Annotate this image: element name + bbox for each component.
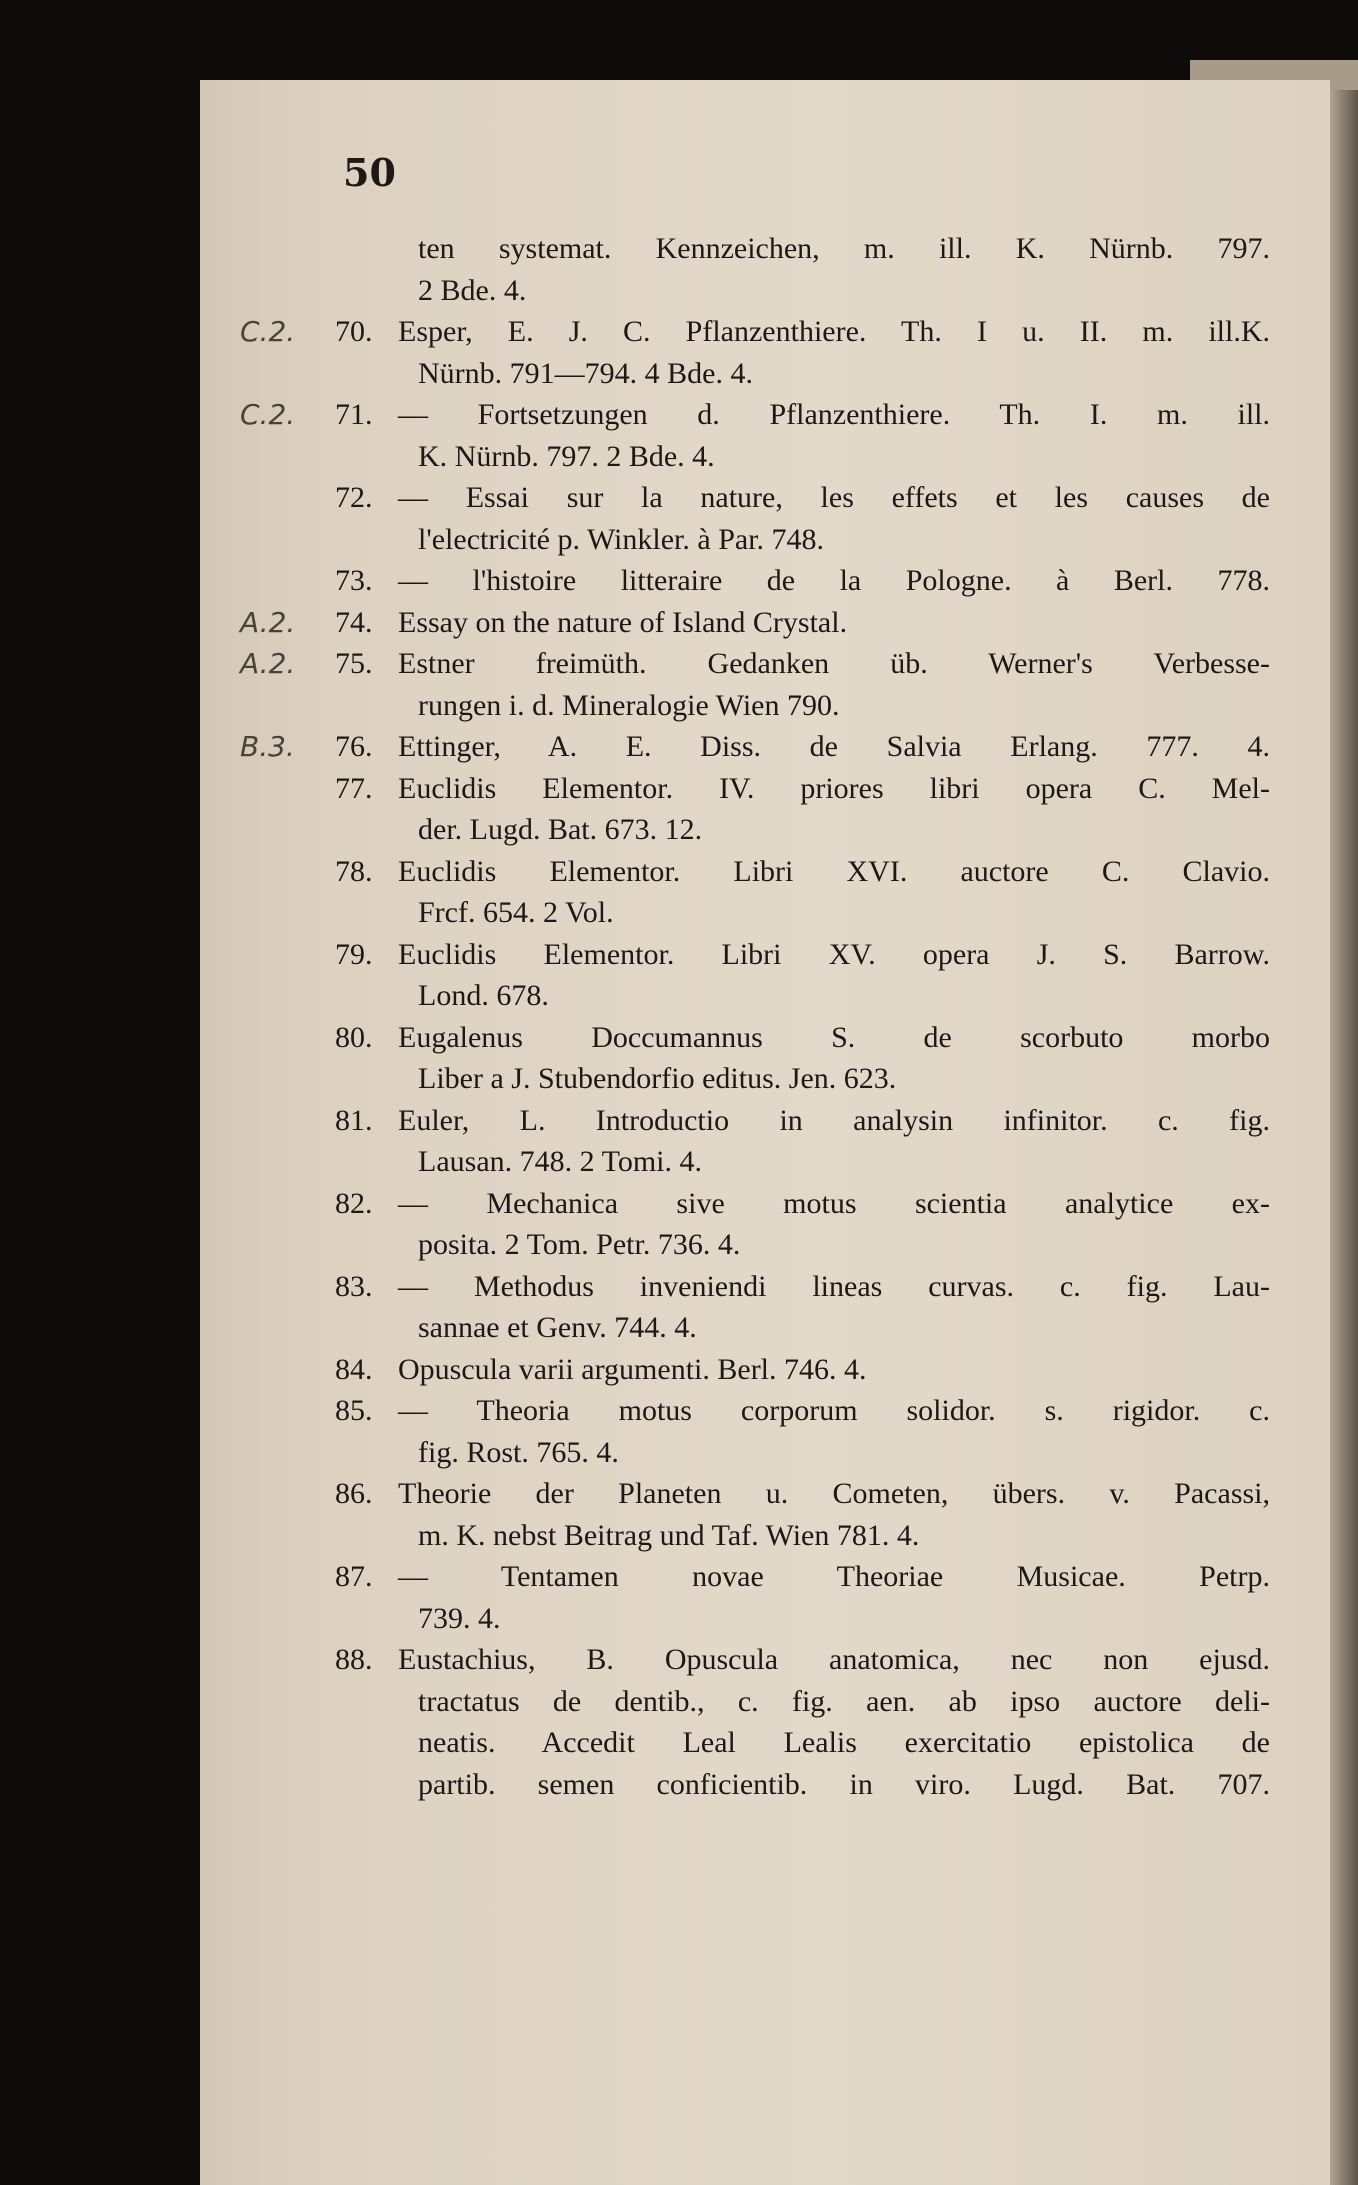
catalog-line <box>240 1270 1270 1312</box>
handwritten-mark: A.2. <box>240 605 296 639</box>
entry-number: 73. <box>335 564 373 597</box>
entry-text: K. Nürnb. 797. 2 Bde. 4. <box>418 439 715 473</box>
entry-number: 85. <box>335 1394 373 1427</box>
entry-text: Euclidis Elementor. Libri XV. opera J. S. Barrow. <box>398 937 1270 971</box>
entry-number: 71. <box>335 398 373 431</box>
entry-number: 83. <box>335 1269 373 1303</box>
entry-text: Ettinger, A. E. Diss. de Salvia Erlang. 777. 4. <box>398 730 1270 763</box>
entry-text: — Mechanica sive motus scientia analytice ex- <box>398 1186 1270 1220</box>
entry-text: tractatus de dentib., c. fig. aen. ab ipso auctore deli- <box>418 1684 1270 1718</box>
entry-number: 82. <box>335 1186 373 1220</box>
entry-number: 87. <box>335 1560 373 1593</box>
entry-text: Frcf. 654. 2 Vol. <box>418 896 614 929</box>
catalog-line <box>240 938 1270 980</box>
entry-number: 72. <box>335 481 373 514</box>
catalog-line <box>240 1187 1270 1229</box>
entry-text: Lond. 678. <box>418 979 549 1012</box>
catalog-line <box>240 440 1270 482</box>
entry-text: posita. 2 Tom. Petr. 736. 4. <box>418 1228 741 1261</box>
catalog-line <box>240 1228 1270 1270</box>
catalog-line <box>240 1726 1270 1768</box>
catalog-line <box>240 813 1270 855</box>
entry-text: Euclidis Elementor. IV. priores libri opera C. Mel- <box>398 771 1270 805</box>
catalog-line <box>240 481 1270 523</box>
handwritten-mark: C.2. <box>240 315 296 348</box>
next-page-edge <box>1328 60 1358 2185</box>
catalog-line <box>240 398 1270 440</box>
entry-text: m. K. nebst Beitrag und Taf. Wien 781. 4. <box>418 1518 920 1552</box>
entry-number: 74. <box>335 605 373 639</box>
entry-text: Essay on the nature of Island Crystal. <box>398 605 848 639</box>
entry-text: der. Lugd. Bat. 673. 12. <box>418 813 703 846</box>
entry-text: Theorie der Planeten u. Cometen, übers. v. Pacassi, <box>398 1477 1270 1510</box>
catalog-line <box>240 689 1270 731</box>
catalog-line <box>240 315 1270 357</box>
entry-number: 84. <box>335 1352 373 1386</box>
entry-text: rungen i. d. Mineralogie Wien 790. <box>418 688 840 722</box>
catalog-line <box>240 1062 1270 1104</box>
catalog-line <box>240 1311 1270 1353</box>
catalog-line <box>240 274 1270 316</box>
entry-text: Eugalenus Doccumannus S. de scorbuto morbo <box>398 1020 1270 1054</box>
entry-number: 75. <box>335 647 373 680</box>
entry-text: — Tentamen novae Theoriae Musicae. Petrp. <box>398 1560 1270 1593</box>
entry-text: Euclidis Elementor. Libri XVI. auctore C. Clavio. <box>398 854 1270 888</box>
entry-number: 80. <box>335 1020 373 1054</box>
entry-number: 86. <box>335 1477 373 1510</box>
catalog-line <box>240 1685 1270 1727</box>
entry-text: 739. 4. <box>418 1601 501 1635</box>
entry-text: Nürnb. 791—794. 4 Bde. 4. <box>418 356 753 390</box>
catalog-line <box>240 523 1270 565</box>
catalog-line <box>240 647 1270 689</box>
catalog-line <box>240 357 1270 399</box>
entry-text: — Essai sur la nature, les effets et les causes de <box>398 481 1270 514</box>
catalog-line <box>240 1602 1270 1644</box>
catalog-line <box>240 1353 1270 1395</box>
entry-text: — l'histoire litteraire de la Pologne. à Berl. 778. <box>398 564 1270 597</box>
entry-number: 77. <box>335 771 373 805</box>
entry-text: Eustachius, B. Opuscula anatomica, nec non ejusd. <box>398 1643 1270 1676</box>
catalog-line <box>240 1021 1270 1063</box>
entry-text: — Fortsetzungen d. Pflanzenthiere. Th. I. m. ill. <box>398 398 1270 431</box>
catalog-line <box>240 1560 1270 1602</box>
entry-text: 2 Bde. 4. <box>418 273 527 307</box>
catalog-line <box>240 1436 1270 1478</box>
handwritten-mark: C.2. <box>240 398 296 431</box>
entry-text: sannae et Genv. 744. 4. <box>418 1311 697 1344</box>
entry-text: Esper, E. J. C. Pflanzenthiere. Th. I u. II. m. ill.K. <box>398 315 1270 348</box>
catalog-line <box>240 564 1270 606</box>
entry-text: Opuscula varii argumenti. Berl. 746. 4. <box>398 1352 867 1386</box>
catalog-line <box>240 1104 1270 1146</box>
catalog-line <box>240 232 1270 274</box>
entry-number: 76. <box>335 730 373 763</box>
catalog-line <box>240 1394 1270 1436</box>
page-number: 50 <box>343 150 396 195</box>
catalog-line <box>240 896 1270 938</box>
catalog-line <box>240 855 1270 897</box>
entry-text: — Theoria motus corporum solidor. s. rigidor. c. <box>398 1394 1270 1427</box>
entry-number: 88. <box>335 1643 373 1676</box>
catalog-line <box>240 1643 1270 1685</box>
catalog-line <box>240 1145 1270 1187</box>
entry-number: 70. <box>335 315 373 348</box>
handwritten-mark: A.2. <box>240 647 296 680</box>
catalog-line <box>240 606 1270 648</box>
entry-text: neatis. Accedit Leal Lealis exercitatio epistolica de <box>418 1726 1270 1759</box>
entry-text: — Methodus inveniendi lineas curvas. c. fig. Lau- <box>398 1269 1270 1303</box>
entry-text: Estner freimüth. Gedanken üb. Werner's Verbesse- <box>398 647 1270 680</box>
catalog-line <box>240 979 1270 1021</box>
handwritten-mark: B.3. <box>240 730 295 763</box>
catalog-line <box>240 1519 1270 1561</box>
catalog-line <box>240 730 1270 772</box>
entry-number: 78. <box>335 854 373 888</box>
entry-text: ten systemat. Kennzeichen, m. ill. K. Nürnb. 797. <box>418 232 1270 265</box>
entry-text: l'electricité p. Winkler. à Par. 748. <box>418 522 825 556</box>
entry-number: 81. <box>335 1103 373 1137</box>
entry-text: Liber a J. Stubendorfio editus. Jen. 623. <box>418 1062 897 1095</box>
entry-text: partib. semen conficientib. in viro. Lugd. Bat. 707. <box>418 1767 1270 1801</box>
catalog-line <box>240 1768 1270 1810</box>
entry-text: fig. Rost. 765. 4. <box>418 1435 619 1469</box>
entry-text: Euler, L. Introductio in analysin infinitor. c. fig. <box>398 1103 1270 1137</box>
catalog-line <box>240 1477 1270 1519</box>
catalog-line <box>240 772 1270 814</box>
entry-text: Lausan. 748. 2 Tomi. 4. <box>418 1145 702 1178</box>
entry-number: 79. <box>335 937 373 971</box>
